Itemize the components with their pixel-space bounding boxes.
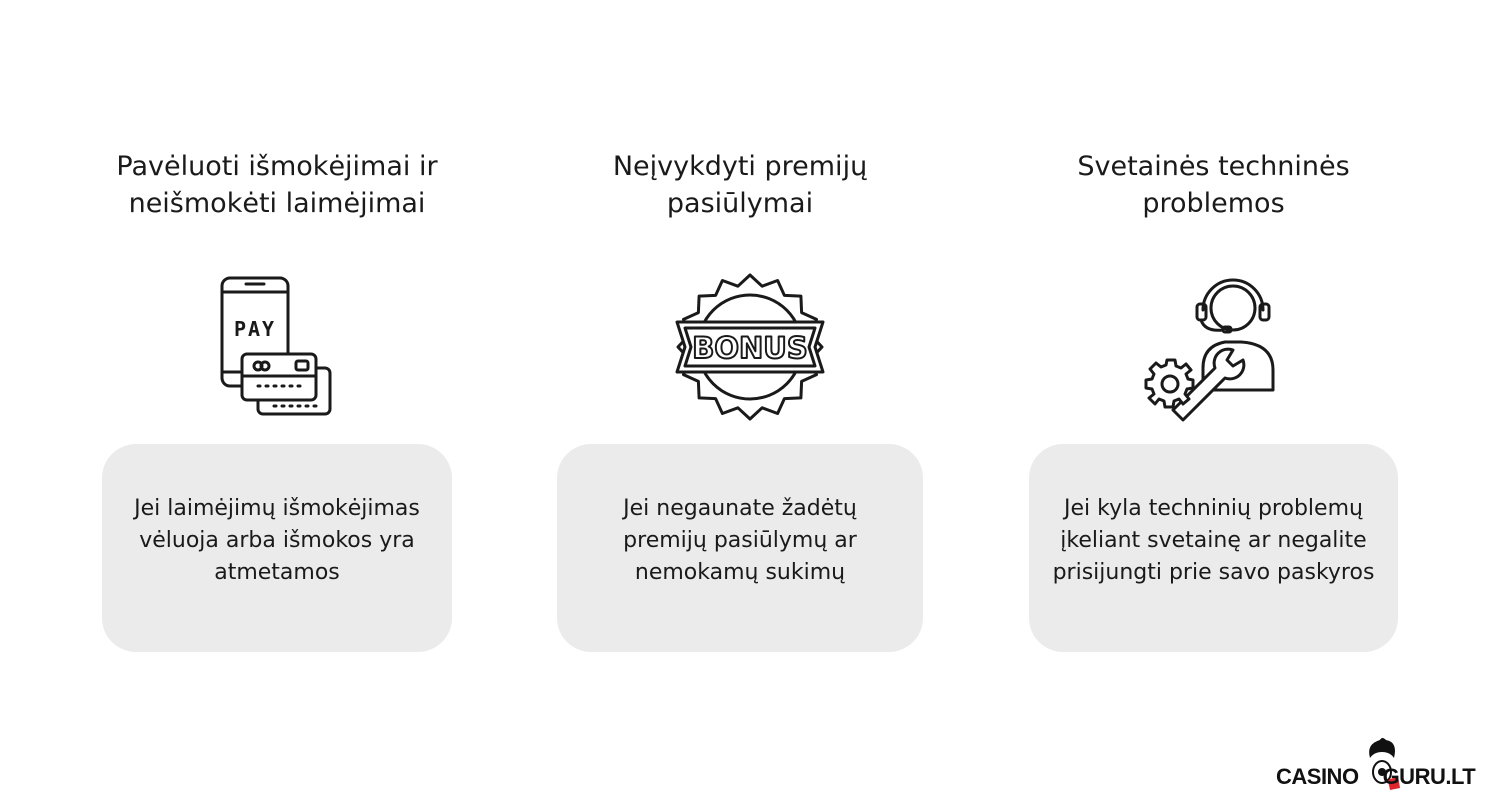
logo-text: CASINO GURU.LT (1276, 764, 1476, 789)
column-title: Svetainės techninės problemos (1077, 151, 1350, 219)
pay-label: PAY (233, 317, 277, 341)
column-title: Neįvykdyti premijų pasiūlymai (612, 151, 868, 219)
description-text: Jei laimėjimų išmokėjimas vėluoja arba išmokos yra atmetamos (134, 496, 420, 585)
pay-phone-card-icon (202, 272, 352, 422)
description-card (102, 444, 452, 652)
column-delayed-payouts (102, 0, 452, 800)
tech-support-icon (1139, 272, 1289, 422)
description-text: Jei negaunate žadėtų premijų pasiūlymų ar nemokamų sukimų (623, 496, 857, 585)
bonus-label: BONUS (692, 331, 808, 365)
bonus-badge-icon (675, 272, 825, 422)
column-title: Pavėluoti išmokėjimai ir neišmokėti laimėjimai (116, 151, 438, 219)
column-technical-issues (1029, 0, 1398, 800)
description-card (1029, 444, 1398, 652)
casinoguru-logo (1276, 736, 1488, 792)
column-unfulfilled-bonuses (557, 0, 923, 800)
description-text: Jei kyla techninių problemų įkeliant svetainę ar negalite prisijungti prie savo paskyros (1052, 496, 1375, 585)
description-card (557, 444, 923, 652)
